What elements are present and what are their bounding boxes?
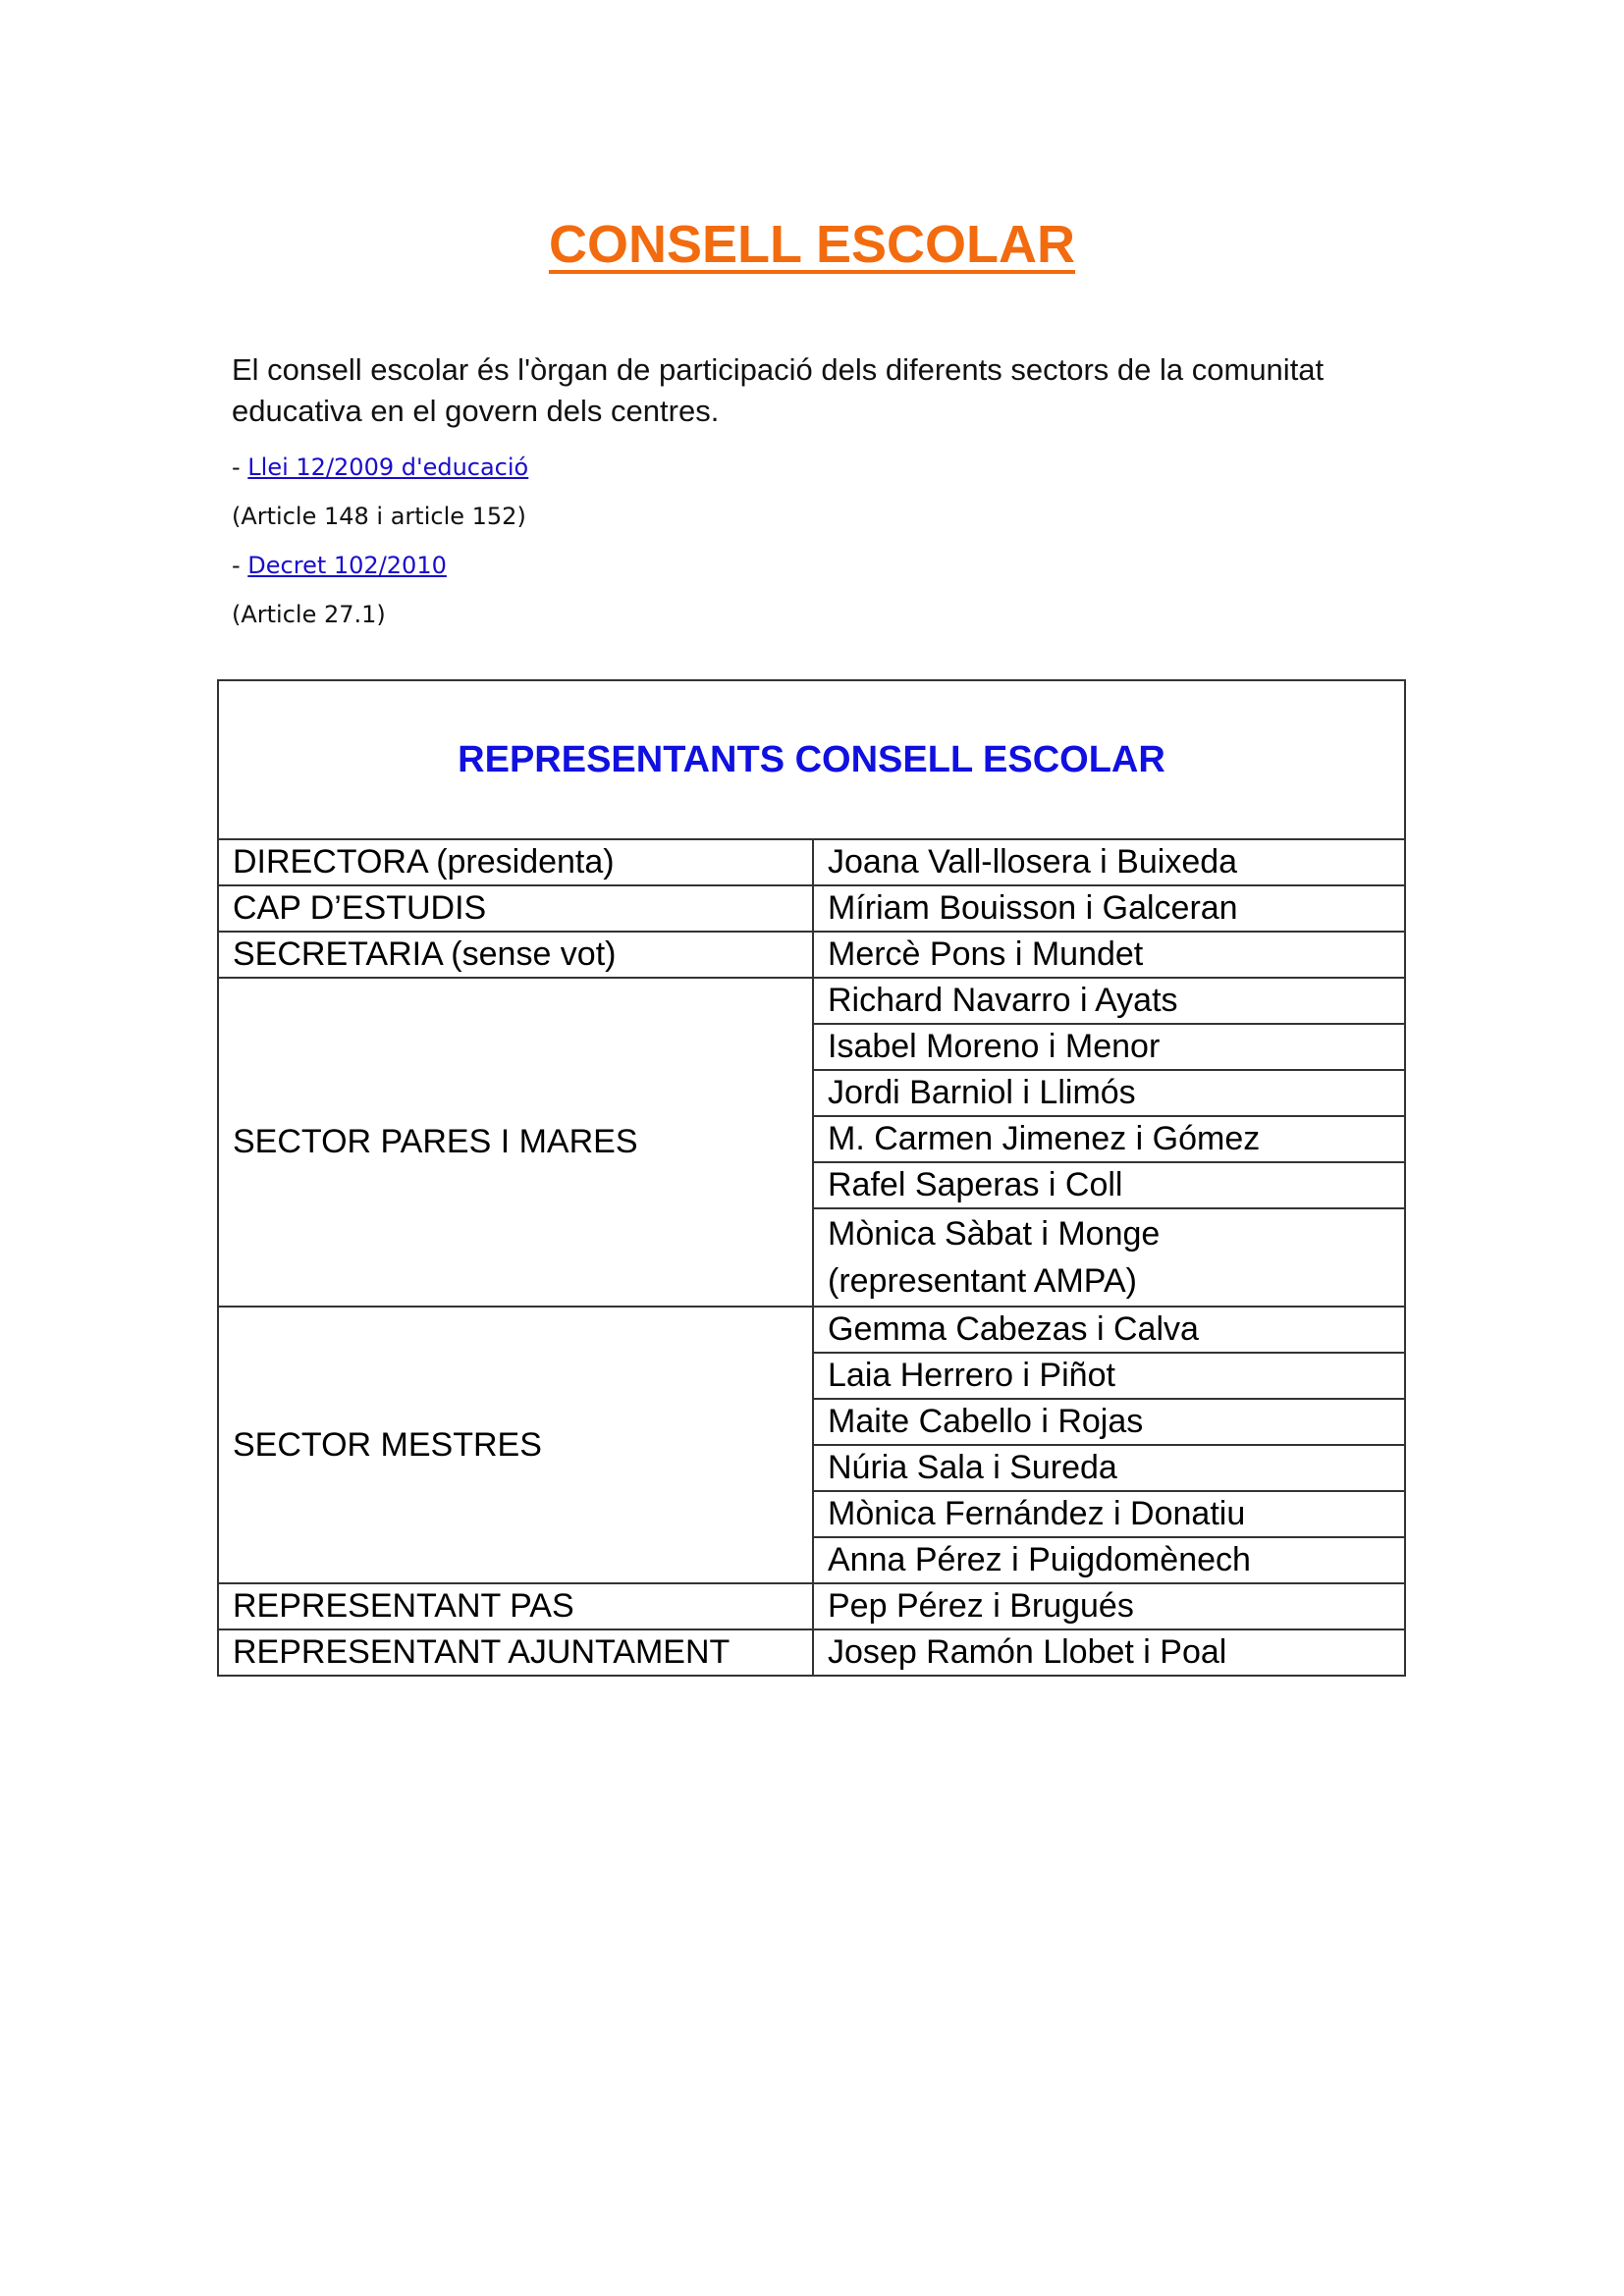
role-cell: REPRESENTANT AJUNTAMENT — [218, 1629, 813, 1676]
reference-law-note: (Article 148 i article 152) — [232, 503, 526, 530]
role-cell: SECTOR PARES I MARES — [218, 978, 813, 1307]
member-name-cell: Isabel Moreno i Menor — [813, 1024, 1405, 1070]
member-name-cell: Mònica Fernández i Donatiu — [813, 1491, 1405, 1537]
table-row — [218, 932, 1405, 978]
member-name-cell: Pep Pérez i Brugués — [813, 1583, 1405, 1629]
table-row — [218, 1307, 1405, 1353]
member-name-cell: Jordi Barniol i Llimós — [813, 1070, 1405, 1116]
role-cell: DIRECTORA (presidenta) — [218, 839, 813, 885]
table-row — [218, 885, 1405, 932]
page-title: CONSELL ESCOLAR — [548, 215, 1076, 274]
member-name-cell: Anna Pérez i Puigdomènech — [813, 1537, 1405, 1583]
member-name-cell: Josep Ramón Llobet i Poal — [813, 1629, 1405, 1676]
reference-decree-note: (Article 27.1) — [232, 601, 386, 628]
role-cell: REPRESENTANT PAS — [218, 1583, 813, 1629]
role-cell: CAP D’ESTUDIS — [218, 885, 813, 932]
member-name-cell: Laia Herrero i Piñot — [813, 1353, 1405, 1399]
role-cell: SECTOR MESTRES — [218, 1307, 813, 1583]
table-row — [218, 839, 1405, 885]
decree-link[interactable]: Decret 102/2010 — [247, 552, 447, 579]
table-heading-row — [218, 680, 1405, 839]
member-name-cell: Joana Vall-llosera i Buixeda — [813, 839, 1405, 885]
member-name-cell: Mercè Pons i Mundet — [813, 932, 1405, 978]
member-name-cell: Rafel Saperas i Coll — [813, 1162, 1405, 1208]
members-table — [217, 679, 1406, 1677]
table-row — [218, 978, 1405, 1024]
role-cell: SECRETARIA (sense vot) — [218, 932, 813, 978]
member-name-cell: Gemma Cabezas i Calva — [813, 1307, 1405, 1353]
table-row — [218, 1629, 1405, 1676]
member-name-cell: Richard Navarro i Ayats — [813, 978, 1405, 1024]
reference-decree: - Decret 102/2010 — [232, 552, 447, 579]
intro-paragraph: El consell escolar és l'òrgan de participació dels diferents sectors de la comunitat educativa en el govern dels centres. — [232, 352, 1325, 428]
member-name-cell: Míriam Bouisson i Galceran — [813, 885, 1405, 932]
member-name-cell: Mònica Sàbat i Monge (representant AMPA) — [813, 1208, 1405, 1307]
member-name-cell: Núria Sala i Sureda — [813, 1445, 1405, 1491]
reference-law: - Llei 12/2009 d'educació — [232, 454, 529, 481]
member-name-cell: M. Carmen Jimenez i Gómez — [813, 1116, 1405, 1162]
law-link[interactable]: Llei 12/2009 d'educació — [247, 454, 529, 481]
table-row — [218, 1583, 1405, 1629]
member-name-cell: Maite Cabello i Rojas — [813, 1399, 1405, 1445]
table-heading: REPRESENTANTS CONSELL ESCOLAR — [218, 680, 1405, 839]
